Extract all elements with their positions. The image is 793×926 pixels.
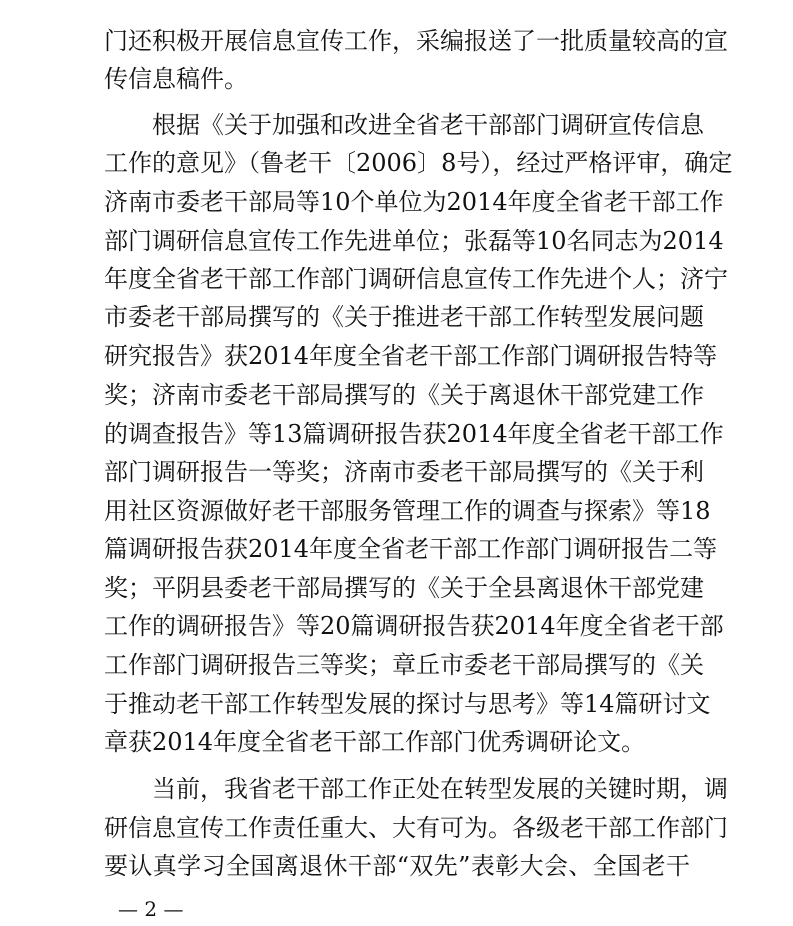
text-line: 工作部门调研报告三等奖；章丘市委老干部局撰写的《关: [104, 651, 704, 679]
text-line: 要认真学习全国离退休干部“双先”表彰大会、全国老干: [104, 852, 690, 880]
text-line: 济南市委老干部局等10个单位为2014年度全省老干部工作: [104, 188, 724, 216]
paragraph-start-line: 根据《关于加强和改进全省老干部部门调研宣传信息: [152, 111, 704, 139]
text-line: 研信息宣传工作责任重大、大有可为。各级老干部工作部门: [104, 814, 728, 842]
text-line: 工作的意见》（鲁老干〔2006〕8号），经过严格评审，确定: [104, 149, 733, 177]
paragraph-start-line: 当前，我省老干部工作正处在转型发展的关键时期，调: [152, 775, 728, 803]
text-line: 章获2014年度全省老干部工作部门优秀调研论文。: [104, 728, 646, 756]
text-line: 于推动老干部工作转型发展的探讨与思考》等14篇研讨文: [104, 690, 711, 718]
text-line: 奖；平阴县委老干部局撰写的《关于全县离退休干部党建: [104, 574, 704, 602]
text-line: 传信息稿件。: [104, 65, 248, 93]
text-line: 部门调研信息宣传工作先进单位；张磊等10名同志为2014: [104, 227, 724, 255]
page-number: — 2 —: [118, 897, 184, 921]
text-line: 部门调研报告一等奖；济南市委老干部局撰写的《关于利: [104, 458, 704, 486]
text-line: 市委老干部局撰写的《关于推进老干部工作转型发展问题: [104, 303, 704, 331]
text-line: 奖；济南市委老干部局撰写的《关于离退休干部党建工作: [104, 381, 704, 409]
text-line: 工作的调研报告》等20篇调研报告获2014年度全省老干部: [104, 612, 724, 640]
text-line: 的调查报告》等13篇调研报告获2014年度全省老干部工作: [104, 420, 724, 448]
text-line: 门还积极开展信息宣传工作，采编报送了一批质量较高的宣: [104, 27, 728, 55]
text-line: 年度全省老干部工作部门调研信息宣传工作先进个人；济宁: [104, 265, 728, 293]
text-line: 篇调研报告获2014年度全省老干部工作部门调研报告二等: [104, 535, 718, 563]
text-line: 用社区资源做好老干部服务管理工作的调查与探索》等18: [104, 497, 711, 525]
text-line: 研究报告》获2014年度全省老干部工作部门调研报告特等: [104, 342, 718, 370]
